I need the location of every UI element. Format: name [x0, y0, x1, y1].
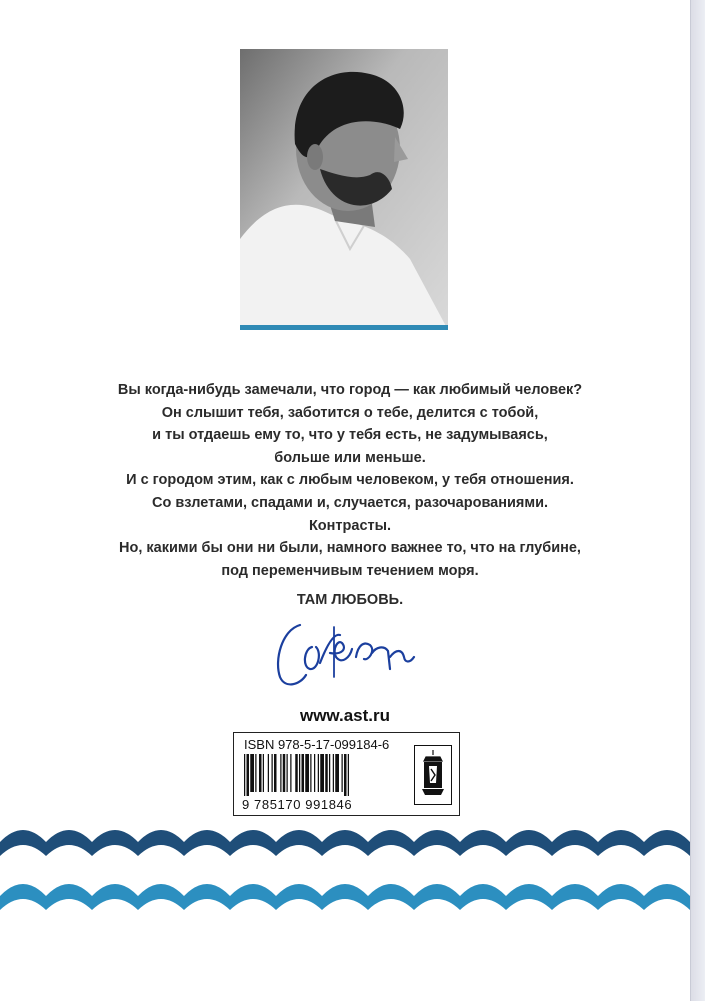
isbn-number: ISBN 978-5-17-099184-6 [244, 737, 390, 752]
blurb-line: Со взлетами, спадами и, случается, разочарованиями. [151, 494, 549, 511]
blurb-line: Контрасты. [308, 517, 392, 534]
blurb-closing: ТАМ ЛЮБОВЬ. [296, 592, 404, 609]
blurb-line: больше или меньше. [274, 449, 426, 466]
barcode-bars [242, 754, 407, 796]
author-signature [272, 605, 422, 695]
book-spine-edge [690, 0, 705, 1001]
blurb-line: Но, какими бы они ни были, намного важнее то, что на глубине, [119, 540, 581, 557]
blurb-line: Он слышит тебя, заботится о тебе, делится с тобой, [161, 404, 539, 421]
blurb-line: и ты отдаешь ему то, что у тебя есть, не задумываясь, [152, 427, 548, 444]
back-cover-blurb [90, 379, 610, 612]
sea-waves-decoration [0, 810, 690, 920]
lantern-logo-icon [414, 745, 452, 805]
author-portrait-image [240, 49, 448, 330]
publisher-website: www.ast.ru [299, 706, 391, 725]
author-photo [240, 49, 448, 330]
isbn-barcode-box [233, 732, 460, 816]
blurb-line: И с городом этим, как с любым человеком, у тебя отношения. [126, 472, 574, 489]
barcode-digits: 9 785170 991846 [242, 797, 353, 812]
photo-accent-strip [240, 325, 448, 330]
blurb-line: Вы когда-нибудь замечали, что город — как любимый человек? [117, 382, 583, 398]
blurb-line: под переменчивым течением моря. [221, 562, 479, 579]
